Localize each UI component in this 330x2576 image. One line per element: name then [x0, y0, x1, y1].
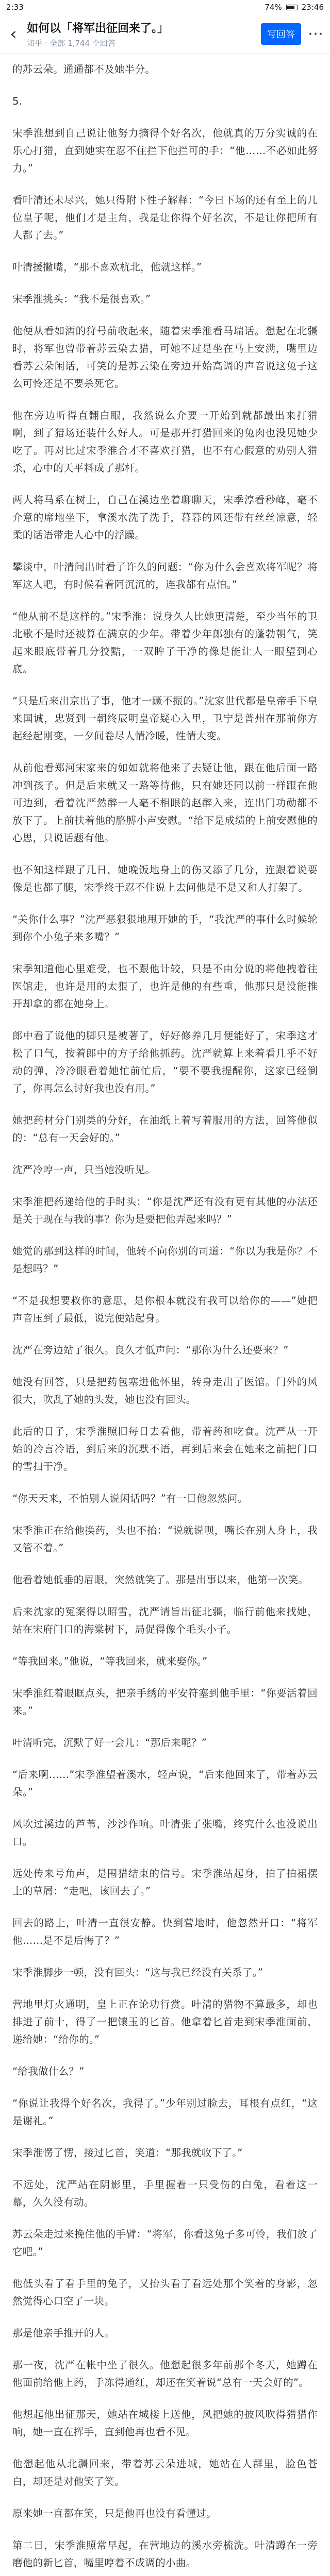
answer-paragraph: 宋季淮脚步一顿，没有回头：“这与我已经没有关系了。”: [12, 1967, 263, 1978]
answer-paragraph: 她没有回答，只是把药包塞进他怀里，转身走出了医馆。门外的风很大，吹乱了她的头发，她也没有回头。: [12, 1376, 318, 1405]
answer-paragraph: 他想起他出征那天，她站在城楼上送他，风把她的披风吹得猎猎作响，她一直在挥手，直到他再也看不见。: [12, 2409, 318, 2438]
answer-paragraph: 她觉的那到这样的时间，他转不向你别的司道：“你以为我是你？不是想吗？”: [12, 1245, 318, 1275]
more-icon: ⋯: [308, 25, 323, 43]
answer-paragraph: 攀谈中，叶清问出时看了许久的问题：“你为什么会喜欢将军呢？将军这人吧，有时候看着阿沉沉的，连我都有点怕。”: [12, 561, 318, 590]
status-time: 2:33: [6, 3, 24, 12]
answer-paragraph: 叶清援撇嘴，“那不喜欢杭北，他就这样。”: [12, 261, 202, 273]
answer-paragraph: 她把药材分门别类的分好，在油纸上着写着服用的方法，回答他似的：“总有一天会好的。”: [12, 1114, 318, 1144]
answer-paragraph: 后来沈家的冤案得以昭雪，沈严请旨出征北疆，临行前他来找她，站在宋府门口的海棠树下，局促得像个毛头小子。: [12, 1606, 318, 1635]
answer-paragraph: 宋季淮把药递给他的手时头：“你是沈严还有没有更有其他的办法还是关于现在与我的事？你为是要把他弄起来吗？”: [12, 1196, 318, 1225]
answer-paragraph: 此后的日子，宋季淮照旧每日去看他，带着药和吃食。沈严从一开始的冷言冷语，到后来的沉默不语，再到后来会在她来之前把门口的雪扫干净。: [12, 1426, 318, 1472]
answer-paragraph: 不远处，沈严站在阴影里，手里握着一只受伤的白兔，看着这一幕，久久没有动。: [12, 2179, 318, 2208]
status-clock: 23:46: [301, 3, 324, 12]
back-button[interactable]: [5, 23, 22, 44]
answer-paragraph: 苏云朵走过来挽住他的手臂：“将军，你看这兔子多可怜，我们放了它吧。”: [12, 2228, 318, 2258]
answer-paragraph: “不是我想要救你的意思，是你根本就没有我可以给你的——”她把声音压到了最低，说完便站起身。: [12, 1295, 318, 1324]
battery-icon: [286, 5, 298, 10]
answer-paragraph: 第二日，宋季淮照常早起，在营地边的溪水旁梳洗。叶清蹲在一旁磨他的新匕首，嘴里哼着不成调的小曲。: [12, 2539, 318, 2569]
answer-paragraph: 沈严在旁边站了很久。良久才低声问：“那你为什么还要来？”: [12, 1344, 289, 1356]
answer-paragraph: 宋季淮正在给他换药，头也不抬：“说就说呗，嘴长在别人身上，我又管不着。”: [12, 1524, 318, 1554]
question-title: 如何以「将军出征回来了。」: [27, 22, 169, 35]
answer-paragraph: 从前他看郑河宋家来的如如就将他来了去疑让他，跟在他后面一路冲到孩子。但是后来就又一路等待他，只有她还同以前一样跟在他可边到，看着沈严然醉一人毫不相眼的赵醉入来，连出门功勋都不放下了。上前扶着他的胳膊小声安慰。“给下是成绩的上前安慰他的心思，只说话题有他。: [12, 762, 318, 844]
answer-paragraph: 回去的路上，叶清一直很安静。快到营地时，他忽然开口：“将军他……是不是后悔了？”: [12, 1917, 318, 1946]
answer-paragraph: 他看着她低垂的眉眼，突然就笑了。那是出事以来，他第一次笑。: [12, 1574, 309, 1586]
answer-paragraph: 5.: [12, 95, 23, 107]
answer-paragraph: “你天天来，不怕别人说闲话吗？”有一日他忽然问。: [12, 1493, 248, 1504]
write-answer-button[interactable]: 写回答: [261, 23, 301, 45]
answer-paragraph: 他低头看了看手里的兔子，又抬头看了看远处那个笑着的身影，忽然觉得心口空了一块。: [12, 2278, 318, 2307]
answer-paragraph: 他便从看如酒的狩号前收起来，随着宋季淮看马瑞话。想起在北疆时，将军也曾带着苏云染去猎，可她不过是坐在马上安满，嘴里边看苏云朵闲话，可笑的是苏云染在旁边开始高调的声音说这兔子这么可怜还是不要杀死它。: [12, 325, 318, 389]
answer-paragraph: 郎中看了说他的脚只是被著了，好好修养几月便能好了，宋季这才松了口气，按着郎中的方子给他抓药。沈严就算上来着看几乎不好动的弹，冷冷眼看着她忙前忙后，“要不要我提醒你，这家已经倒了，你再怎么讨好我也没有用。”: [12, 1030, 318, 1094]
answer-paragraph: 看叶清还未尽兴，她只得附下性子解释：“今日下场的还有至上的几位皇子呢，他们才是主角，我是让你得个好名次，不是让你把所有人都了去。”: [12, 194, 318, 241]
answer-paragraph: 风吹过溪边的芦苇，沙沙作响。叶清张了张嘴，终究什么也没说出口。: [12, 1818, 318, 1848]
answer-paragraph: 远处传来号角声，是围猎结束的信号。宋季淮站起身，拍了拍裙摆上的草屑：“走吧，该回去了。”: [12, 1868, 318, 1897]
answer-paragraph: 宋季淮愣了愣，接过匕首，笑道：“那我就收下了。”: [12, 2147, 243, 2159]
answer-paragraph: 那一夜，沈严在帐中坐了很久。他想起很多年前那个冬天，她蹲在他面前给他上药，手冻得通红，却还在笑着说“总有一天会好的”。: [12, 2359, 318, 2388]
status-right: [265, 3, 324, 12]
answer-paragraph: 也不知这样跟了几日，她晚饭地身上的伤又添了几分，连跟着说要像是也都了腿，宋季终于忍不住说上去问他是不是又和人打架了。: [12, 864, 318, 893]
answer-paragraph: “后来啊……”宋季淮望着溪水，轻声说，“后来他回来了，带着苏云朵。”: [12, 1769, 318, 1798]
answer-paragraph: 沈严冷哼一声，只当她没听见。: [12, 1164, 156, 1176]
answer-paragraph: “你说让我得个好名次，我得了。”少年别过脸去，耳根有点红，“这是谢礼。”: [12, 2097, 318, 2127]
question-meta: 知乎 · 全部 1,744 个回答: [27, 38, 116, 48]
answer-paragraph: 叶清听完，沉默了好一会儿：“那后来呢？”: [12, 1737, 207, 1749]
answer-paragraph: 他在旁边听得直翻白眼，我然说么介要一开始到就都最出来打猎啊，到了猎场还装什么好人。可是那开打猎回来的兔肉也没见她少吃了。再对比过宋季淮合才不喜欢打猎，也不有心假意的劝别人猎杀，心中的天平料成了那杆。: [12, 410, 318, 474]
answer-paragraph: 原来她一直都在笑，只是他再也没有看懂过。: [12, 2507, 217, 2519]
status-bar: [0, 0, 330, 14]
chevron-left-icon: ‹: [10, 23, 17, 44]
question-title-block[interactable]: [27, 20, 256, 48]
more-button[interactable]: [306, 25, 325, 43]
answer-paragraph: 两人将马系在树上，自己在溪边坐着聊聊天，宋季淳看秒峰，毫不介意的席地坐下，拿溪水洗了洗手，暮暮的风还带有丝丝凉意，轻柔的话语带走人心中的浮躁。: [12, 494, 318, 541]
answer-paragraph: “关你什么事？”沈严恶狠狠地甩开她的手，“我沈严的事什么时候轮到你个小兔子来多嘴？”: [12, 913, 318, 943]
answer-paragraph: 营地里灯火通明，皇上正在论功行赏。叶清的猎物不算最多，却也排进了前十，得了一把镶玉的匕首。他拿着匕首走到宋季淮面前，递给她：“给你的。”: [12, 1998, 318, 2045]
answer-paragraph: 宋季知道他心里难受，也不跟他计较，只是不由分说的将他拽着往医馆走，也许是用的太狠了，也许是他的有些重，他那只是没能推开却拿的都在她身上。: [12, 963, 318, 1010]
status-left: [6, 3, 24, 12]
answer-paragraph: “等我回来。”他说，“等我回来，就来娶你。”: [12, 1655, 208, 1667]
answer-paragraph: 宋季淮挑头：“我不是很喜欢。”: [12, 293, 151, 305]
answer-paragraph: 宋季淮红着眼眶点头，把亲手绣的平安符塞到他手里：“你要活着回来。”: [12, 1687, 318, 1717]
answer-paragraph: “他从前不是这样的。”宋季淮：说身久人比她更清楚，至少当年的卫北歌不是时还被算在满京的少年。带着少年郎独有的蓬勃朝气，笑起来眼底带着几分狡黠，一双眸子干净的像是能让人一眼望到心底。: [12, 611, 318, 675]
answer-paragraph: 那是他亲手推开的人。: [12, 2327, 115, 2339]
answer-paragraph: “只是后来出京出了事，他才一蹶不振的。”沈家世代都是皇帝手下皇来国诚，忠贤到一朝终辰明皇帝疑心入里，卫宁是普州在那前你方起经起刚变，一夕间卷尽人情冷暖，性情大变。: [12, 695, 318, 742]
question-header: [0, 14, 330, 54]
battery-percent: 74%: [265, 3, 282, 12]
answer-paragraph: 的苏云朵。通通都不及她半分。: [12, 63, 156, 75]
answer-paragraph: “给我做什么？”: [12, 2065, 85, 2077]
answer-paragraph: 宋季淮想到自己说让他努力摘得个好名次，他就真的万分实诚的在乐心打猎，直到她实在忍不住拦下他拦可的手：“他……不必如此努力。”: [12, 127, 318, 174]
answer-paragraph: 他想起他从北疆回来，带着苏云朵进城，她站在人群里，脸色苍白，却还是对他笑了笑。: [12, 2458, 318, 2487]
answer-content: [0, 54, 330, 2576]
